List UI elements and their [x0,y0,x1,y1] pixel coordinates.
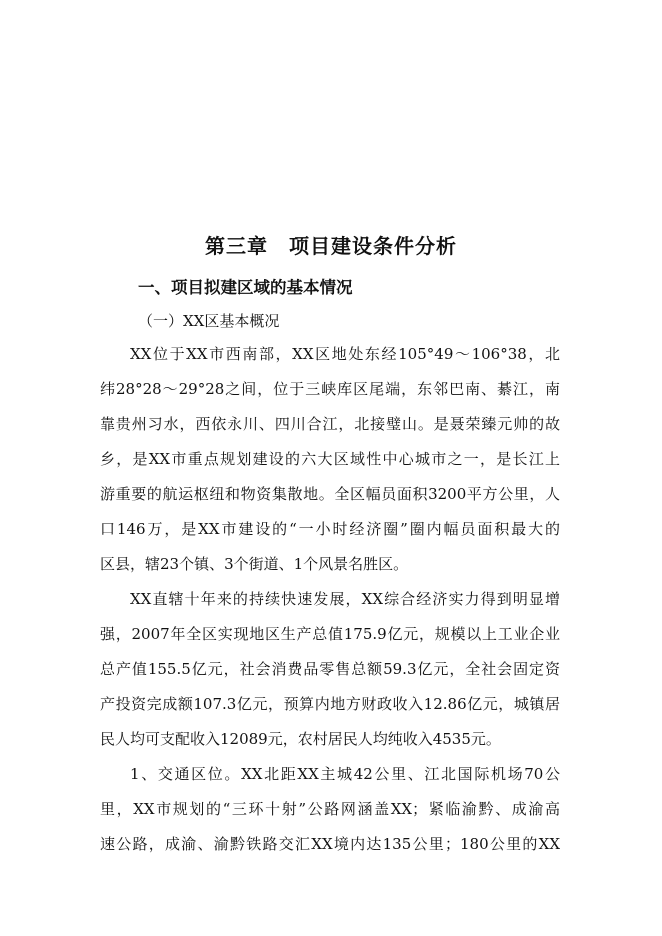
subsection-heading: （一）XX区基本概况 [138,312,280,330]
paragraph-line: XX位于XX市西南部，XX区地处东经105°49～106°38，北 [130,345,560,363]
paragraph-line: 区县，辖23个镇、3个街道、1个风景名胜区。 [100,555,409,573]
paragraph-line: 游重要的航运枢纽和物资集散地。全区幅员面积3200平方公里，人 [100,485,560,503]
chapter-title: 第三章 项目建设条件分析 [205,234,457,258]
paragraph-line: 口146万，是XX市建设的“一小时经济圈”圈内幅员面积最大的 [100,520,560,538]
paragraph-line: 总产值155.5亿元，社会消费品零售总额59.3亿元，全社会固定资 [100,660,560,678]
paragraph-line: 1、交通区位。XX北距XX主城42公里、江北国际机场70公 [130,765,560,783]
section-heading: 一、项目拟建区域的基本情况 [138,278,353,297]
paragraph-line: 里，XX市规划的“三环十射”公路网涵盖XX；紧临渝黔、成渝高 [100,800,560,818]
paragraph-line: 乡，是XX市重点规划建设的六大区域性中心城市之一，是长江上 [100,450,560,468]
paragraph-line: XX直辖十年来的持续快速发展，XX综合经济实力得到明显增 [130,590,560,608]
paragraph-line: 民人均可支配收入12089元，农村居民人均纯收入4535元。 [100,730,501,748]
paragraph-line: 强，2007年全区实现地区生产总值175.9亿元，规模以上工业企业 [100,625,560,643]
paragraph-line: 纬28°28～29°28之间，位于三峡库区尾端，东邻巴南、綦江，南 [100,380,560,398]
paragraph-line: 靠贵州习水，西依永川、四川合江，北接璧山。是聂荣臻元帅的故 [100,415,560,433]
paragraph-line: 产投资完成额107.3亿元，预算内地方财政收入12.86亿元，城镇居 [100,695,560,713]
paragraph-line: 速公路，成渝、渝黔铁路交汇XX境内达135公里；180公里的XX [100,835,560,853]
